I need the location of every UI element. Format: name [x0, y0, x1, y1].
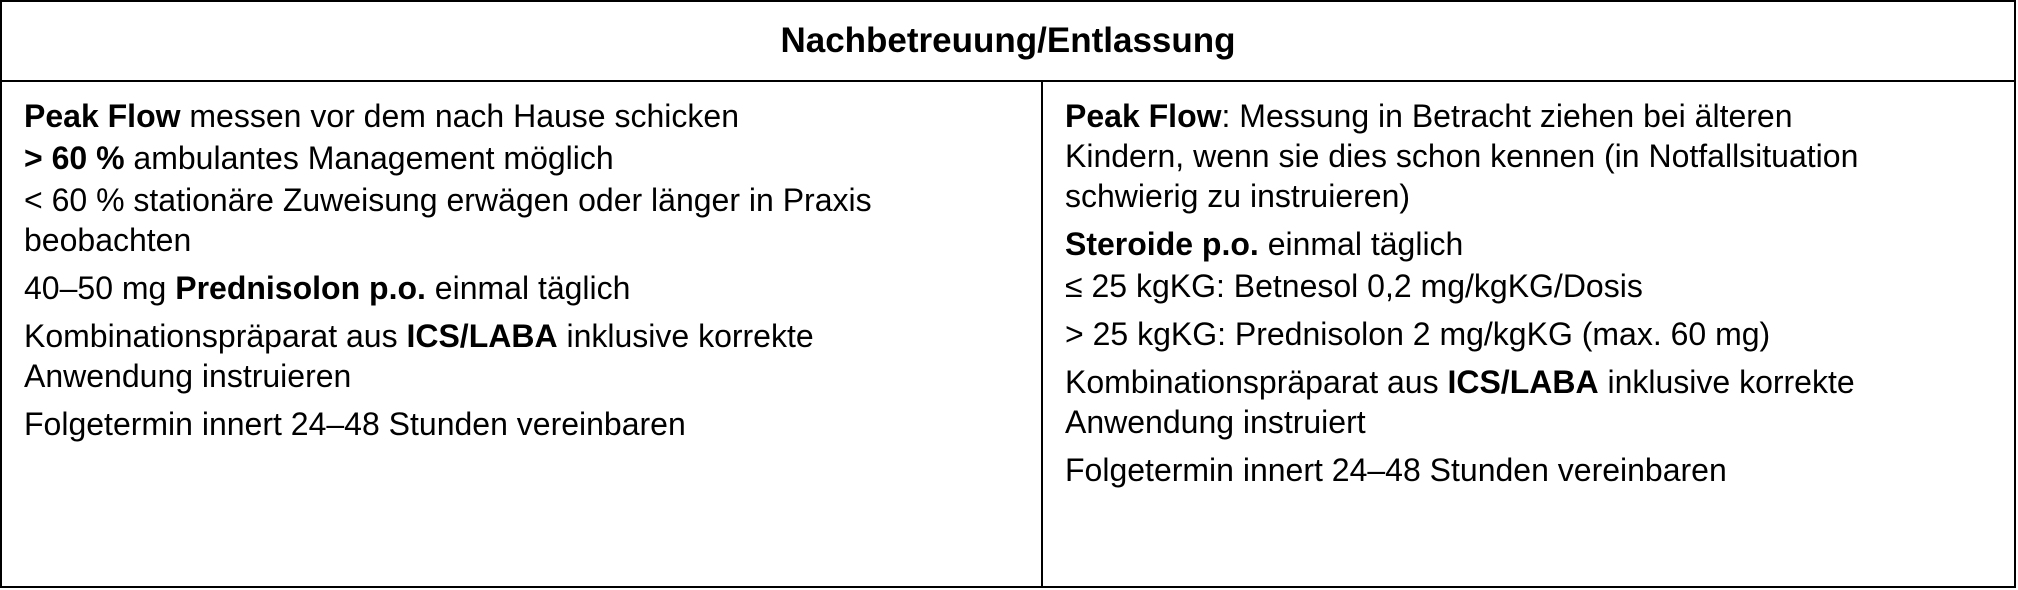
left-followup	[24, 404, 1021, 444]
right-steroids-text: einmal täglich	[1258, 226, 1464, 262]
left-prednisolon-label: Prednisolon p.o.	[175, 270, 426, 306]
left-threshold-high-label: > 60 %	[24, 140, 125, 176]
left-combination-line2: Anwendung instruieren	[24, 358, 352, 394]
left-threshold-low	[24, 180, 1021, 260]
left-peak-flow-label: Peak Flow	[24, 98, 181, 134]
right-followup	[1065, 450, 1998, 490]
right-combination-line2: Anwendung instruiert	[1065, 404, 1366, 440]
table-header	[2, 2, 2014, 82]
right-dose-low-weight	[1065, 266, 1998, 306]
right-combination-label: ICS/LABA	[1447, 364, 1599, 400]
right-peak-flow	[1065, 96, 1998, 216]
right-combination-pre: Kombinationspräparat aus	[1065, 364, 1448, 400]
left-threshold-low-line1: < 60 % stationäre Zuweisung erwägen oder länger in Praxis	[24, 182, 872, 218]
left-combination-label: ICS/LABA	[406, 318, 558, 354]
right-dose-high-weight-text: > 25 kgKG: Prednisolon 2 mg/kgKG (max. 60 mg)	[1065, 316, 1771, 352]
right-column-children	[1043, 82, 2014, 586]
right-steroids-label: Steroide p.o.	[1065, 226, 1259, 262]
left-followup-text: Folgetermin innert 24–48 Stunden vereinbaren	[24, 406, 686, 442]
left-prednisolon-frequency: einmal täglich	[425, 270, 631, 306]
right-peak-flow-line1	[1065, 96, 1998, 136]
right-combination-line1	[1065, 362, 1998, 402]
right-dose-low-weight-text: ≤ 25 kgKG: Betnesol 0,2 mg/kgKG/Dosis	[1065, 268, 1643, 304]
right-peak-flow-line2: Kindern, wenn sie dies schon kennen (in Notfallsituation	[1065, 138, 1859, 174]
right-combination	[1065, 362, 1998, 442]
left-prednisolon-dose: 40–50 mg	[24, 270, 176, 306]
left-combination	[24, 316, 1021, 396]
left-combination-post: inklusive korrekte	[557, 318, 814, 354]
left-column-adults	[2, 82, 1043, 586]
left-threshold-high	[24, 138, 1021, 178]
left-combination-line1	[24, 316, 1021, 356]
left-peak-flow-text: messen vor dem nach Hause schicken	[180, 98, 739, 134]
left-threshold-high-text: ambulantes Management möglich	[124, 140, 614, 176]
left-threshold-low-line2: beobachten	[24, 222, 192, 258]
left-combination-pre: Kombinationspräparat aus	[24, 318, 407, 354]
table-title: Nachbetreuung/Entlassung	[780, 21, 1236, 60]
right-peak-flow-text: : Messung in Betracht ziehen bei älteren	[1221, 98, 1793, 134]
right-steroids	[1065, 224, 1998, 264]
right-followup-text: Folgetermin innert 24–48 Stunden vereinbaren	[1065, 452, 1727, 488]
left-prednisolon	[24, 268, 1021, 308]
right-peak-flow-label: Peak Flow	[1065, 98, 1222, 134]
right-dose-high-weight	[1065, 314, 1998, 354]
left-peak-flow	[24, 96, 1021, 136]
right-peak-flow-line3: schwierig zu instruieren)	[1065, 178, 1411, 214]
right-combination-post: inklusive korrekte	[1598, 364, 1855, 400]
